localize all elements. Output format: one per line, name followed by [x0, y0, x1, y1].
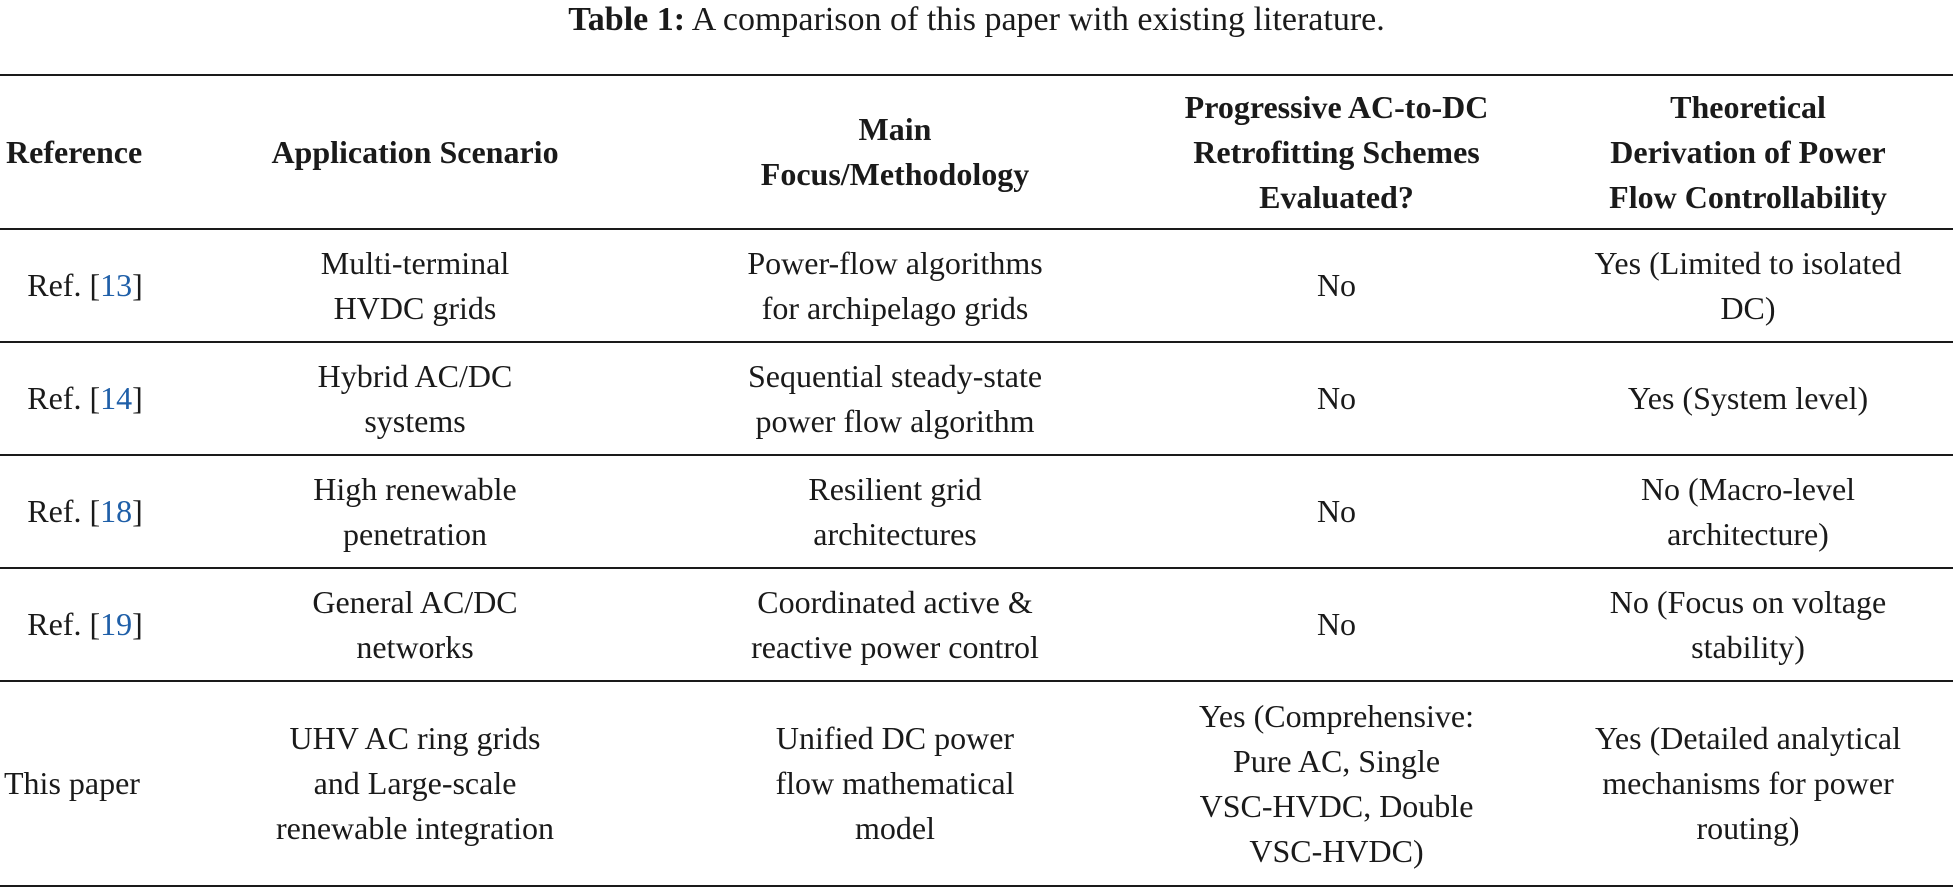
reference-cell: This paper [0, 681, 170, 886]
focus-cell: Coordinated active & reactive power control [660, 568, 1130, 681]
reference-cell: Ref. [13] [0, 229, 170, 342]
retrofit-cell: Yes (Comprehensive: Pure AC, Single VSC-HVDC, Double VSC-HVDC) [1130, 681, 1543, 886]
citation-link[interactable]: 19 [100, 606, 133, 642]
table-caption [0, 0, 1953, 44]
theory-cell: Yes (Detailed analytical mechanisms for power routing) [1543, 681, 1953, 886]
header-reference: Reference [0, 75, 170, 229]
header-application-scenario: Application Scenario [170, 75, 660, 229]
table-row [0, 681, 1953, 886]
table-row [0, 455, 1953, 568]
focus-cell: Sequential steady-state power flow algorithm [660, 342, 1130, 455]
retrofit-cell: No [1130, 568, 1543, 681]
table-caption-text: A comparison of this paper with existing literature. [691, 1, 1385, 38]
scenario-cell: Hybrid AC/DC systems [170, 342, 660, 455]
scenario-cell: General AC/DC networks [170, 568, 660, 681]
scenario-cell: High renewable penetration [170, 455, 660, 568]
table-row [0, 342, 1953, 455]
header-retrofitting-schemes: Progressive AC-to-DC Retrofitting Schemes Evaluated? [1130, 75, 1543, 229]
table-header-row [0, 75, 1953, 229]
reference-cell: Ref. [14] [0, 342, 170, 455]
scenario-cell: Multi-terminal HVDC grids [170, 229, 660, 342]
theory-cell: No (Macro-level architecture) [1543, 455, 1953, 568]
focus-cell: Resilient grid architectures [660, 455, 1130, 568]
theory-cell: Yes (System level) [1543, 342, 1953, 455]
reference-cell: Ref. [18] [0, 455, 170, 568]
focus-cell: Unified DC power flow mathematical model [660, 681, 1130, 886]
reference-cell: Ref. [19] [0, 568, 170, 681]
theory-cell: No (Focus on voltage stability) [1543, 568, 1953, 681]
table-row [0, 568, 1953, 681]
table-caption-label: Table 1: [568, 1, 686, 38]
theory-cell: Yes (Limited to isolated DC) [1543, 229, 1953, 342]
retrofit-cell: No [1130, 455, 1543, 568]
retrofit-cell: No [1130, 229, 1543, 342]
retrofit-cell: No [1130, 342, 1543, 455]
citation-link[interactable]: 13 [100, 267, 133, 303]
comparison-table [0, 74, 1953, 887]
citation-link[interactable]: 18 [100, 493, 133, 529]
focus-cell: Power-flow algorithms for archipelago grids [660, 229, 1130, 342]
citation-link[interactable]: 14 [100, 380, 133, 416]
scenario-cell: UHV AC ring grids and Large-scale renewable integration [170, 681, 660, 886]
table-row [0, 229, 1953, 342]
header-theoretical-derivation: Theoretical Derivation of Power Flow Controllability [1543, 75, 1953, 229]
header-main-focus: Main Focus/Methodology [660, 75, 1130, 229]
